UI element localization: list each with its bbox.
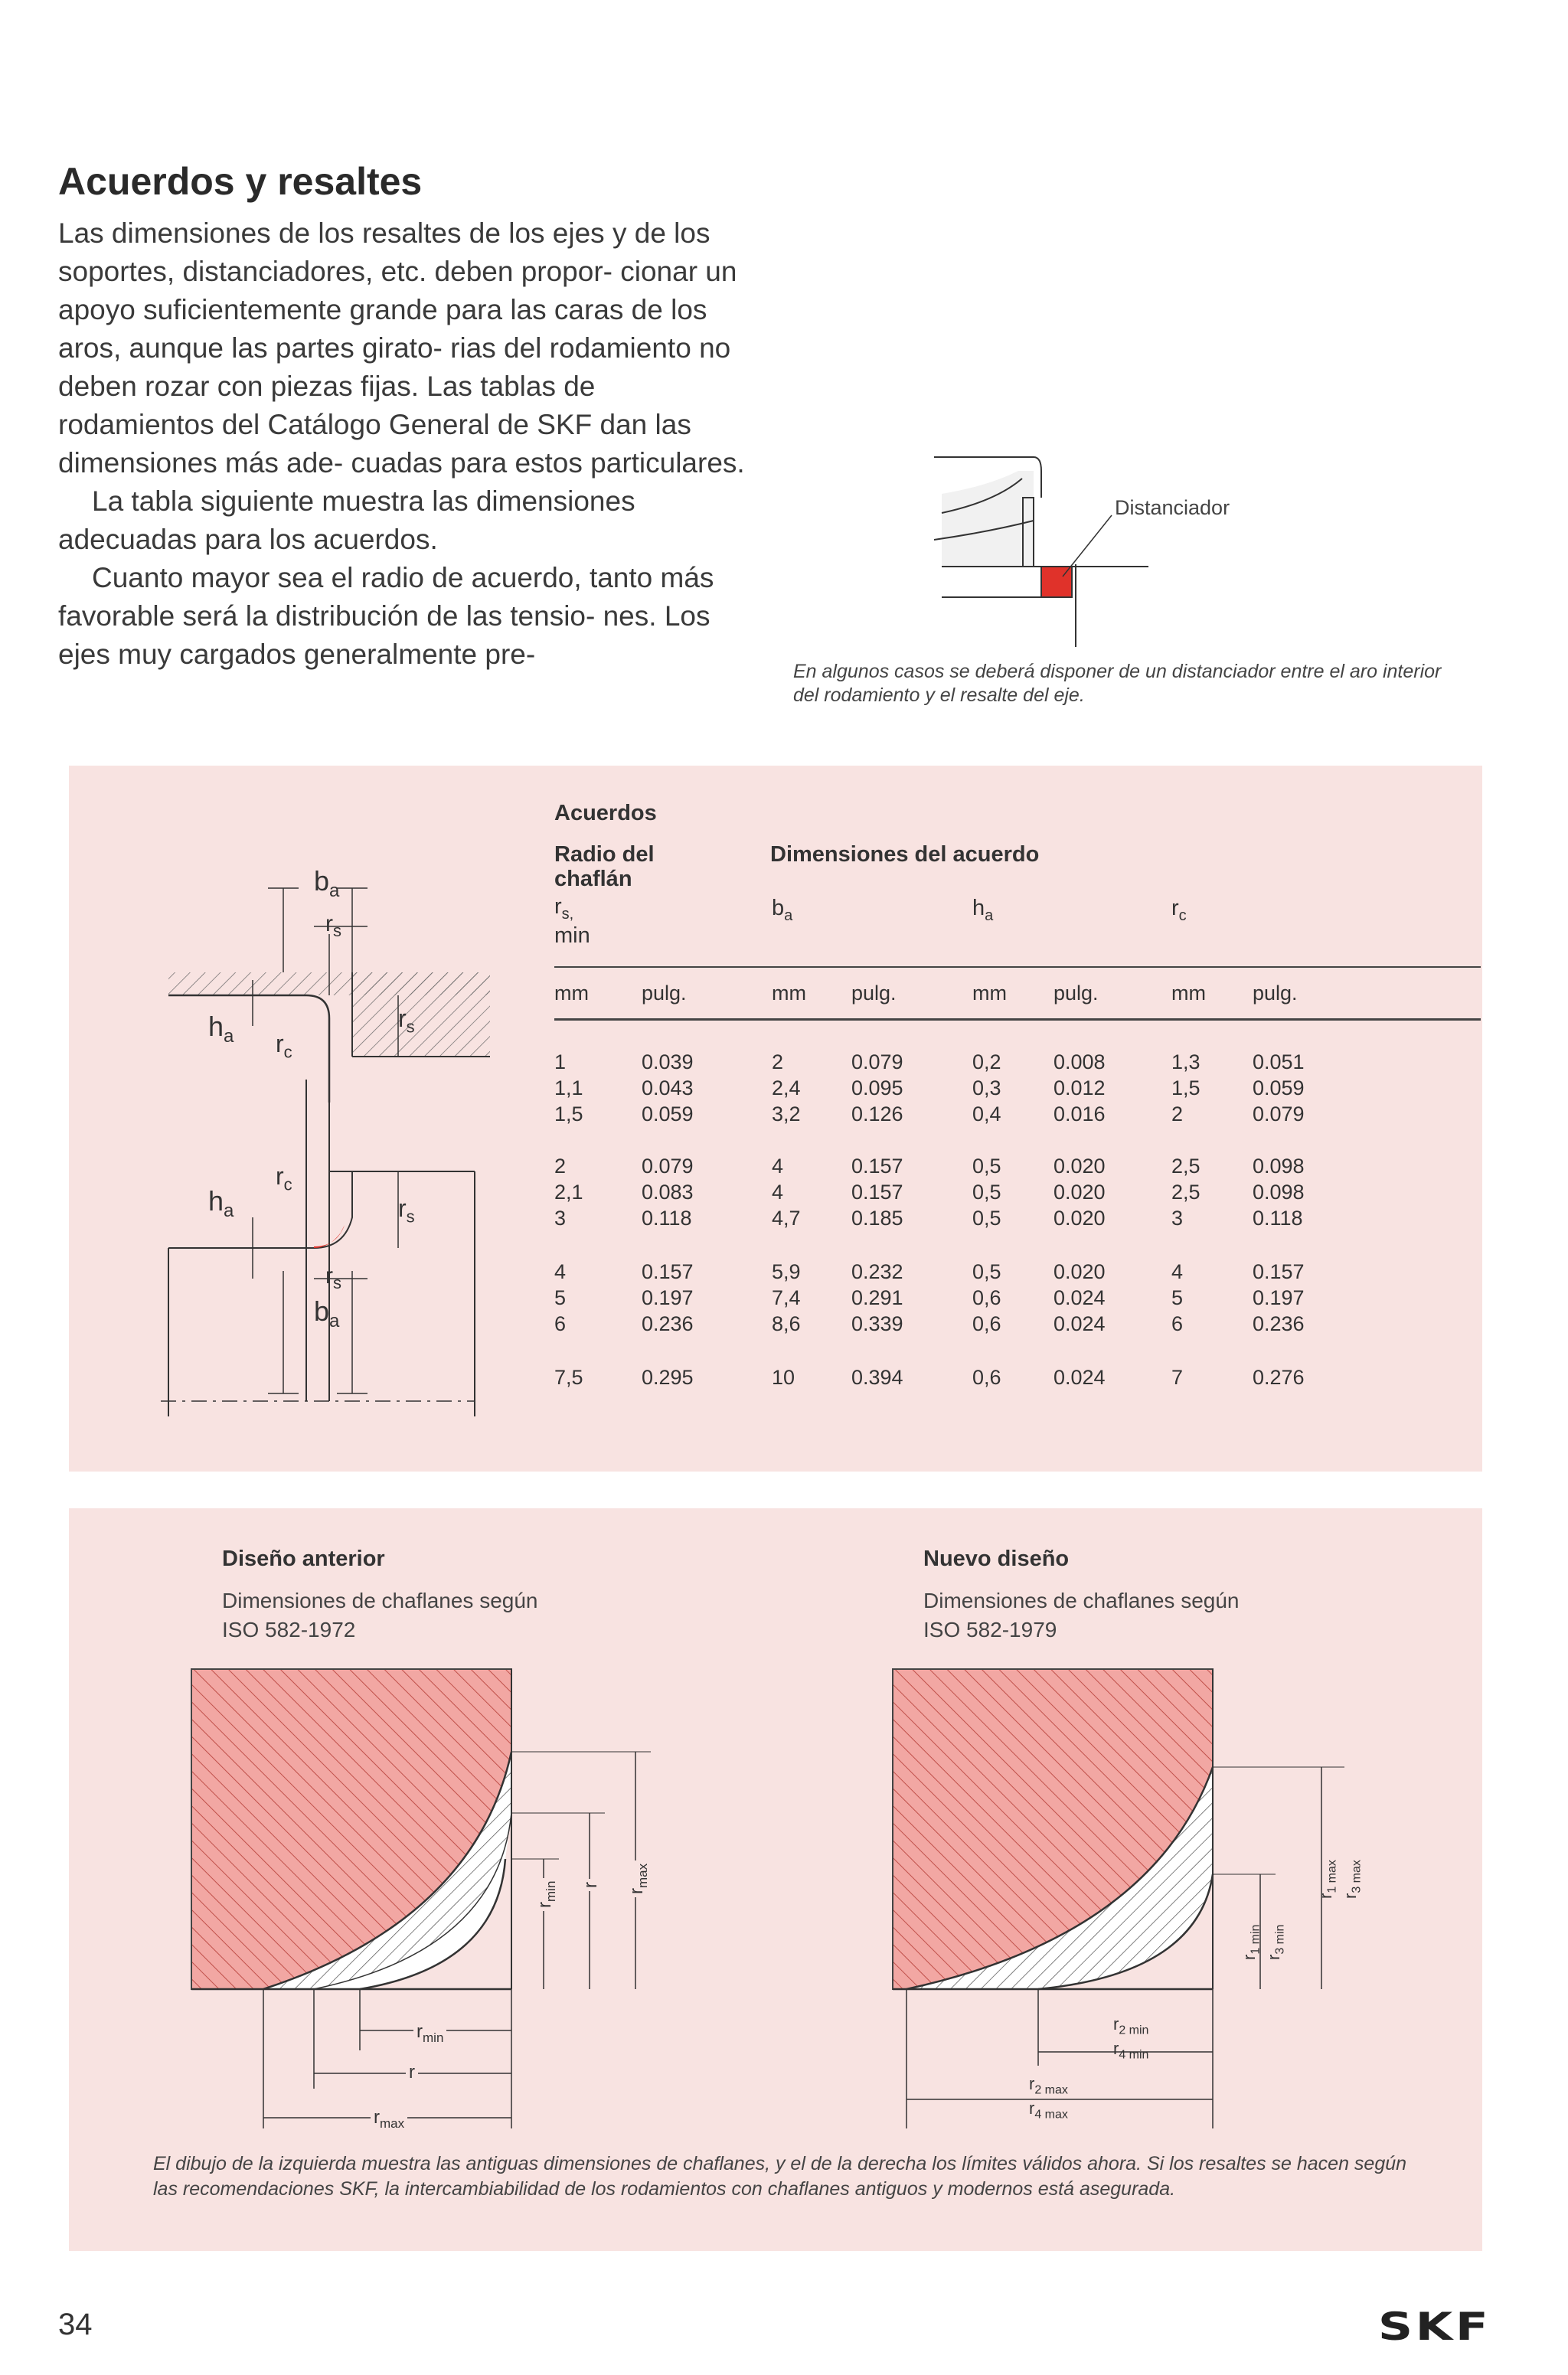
table-cell: 2,1: [554, 1181, 583, 1204]
r2max-label: $r_{2 max}$ $r_{4 max}$: [1029, 2074, 1068, 2122]
table-cell: 1,3: [1171, 1050, 1200, 1073]
table-cell: 0.020: [1054, 1260, 1106, 1283]
table-rule: [554, 966, 1481, 968]
spacer-label: Distanciador: [1115, 496, 1230, 519]
table-cell: 0.098: [1253, 1181, 1305, 1204]
table-cell: 4: [772, 1181, 784, 1204]
r1min-vlabel: $r_{1 min}$ $r_{3 min}$: [1240, 1924, 1287, 1960]
table-cell: 0.095: [851, 1076, 903, 1099]
table-cell: 2,4: [772, 1076, 801, 1099]
table-cell: 0.185: [851, 1207, 903, 1230]
sym-ha: $h_a$: [972, 896, 994, 924]
table-cell: 0.197: [642, 1286, 694, 1309]
table-cell: 0.024: [1054, 1366, 1106, 1389]
table-cell: 0.197: [1253, 1286, 1305, 1309]
table-cell: 3,2: [772, 1103, 801, 1125]
unit-header: mm: [1171, 982, 1206, 1005]
table-cell: 0,3: [972, 1076, 1001, 1099]
ba-label: $b_a$: [314, 1295, 340, 1332]
rs-label: $r_s$: [325, 911, 341, 940]
table-cell: 0,5: [972, 1207, 1001, 1230]
table-cell: 4,7: [772, 1207, 801, 1230]
r1max-vlabel: $r_{1 max}$ $r_{3 max}$: [1316, 1860, 1364, 1899]
table-cell: 5: [1171, 1286, 1184, 1309]
table-cell: 0.059: [1253, 1076, 1305, 1099]
table-cell: 2: [1171, 1103, 1184, 1125]
table-cell: 0.039: [642, 1050, 694, 1073]
table-cell: 0,5: [972, 1181, 1001, 1204]
table-cell: 8,6: [772, 1312, 801, 1335]
table-cell: 1,5: [554, 1103, 583, 1125]
unit-header: pulg.: [1054, 982, 1099, 1005]
chamfer-caption: El dibujo de la izquierda muestra las antiguas dimensiones de chaflanes, y el de la derecha los límites válidos ahora. Si los resaltes se hacen según las recomendaciones SKF, la intercambiabilidad de los rodamientos con chaflanes antiguos y modernos está asegurada.: [153, 2153, 1407, 2200]
ha-label: $h_a$: [208, 1011, 234, 1047]
table-cell: 0.157: [1253, 1260, 1305, 1283]
table-cell: 0.157: [642, 1260, 694, 1283]
table-cell: 5: [554, 1286, 567, 1309]
table-cell: 0.059: [642, 1103, 694, 1125]
rs-label: $r_s$: [325, 1263, 341, 1292]
table-cell: 5,9: [772, 1260, 801, 1283]
unit-header: pulg.: [851, 982, 897, 1005]
paragraph: Las dimensiones de los resaltes de los ejes y de los soportes, distanciadores, etc. deben propor- cionar un apoyo suficientemente grande para las caras de los aros, aunque las partes girato- rias del rodamiento no deben rozar con piezas fijas. Las tablas de rodamientos del Catálogo General de SKF dan las dimensiones más ade- cuadas para estos particulares.: [58, 217, 745, 479]
rmin-label: $r_{min}$: [413, 2021, 446, 2046]
unit-header: mm: [772, 982, 806, 1005]
table-cell: 0.079: [1253, 1103, 1305, 1125]
unit-header: mm: [972, 982, 1007, 1005]
table-cell: 0.020: [1054, 1207, 1106, 1230]
table-cell: 0.016: [1054, 1103, 1106, 1125]
table-cell: 0,2: [972, 1050, 1001, 1073]
old-design-title: Diseño anterior: [222, 1547, 385, 1571]
col-dims-header: Dimensiones del acuerdo: [770, 842, 1040, 867]
table-cell: 0,5: [972, 1155, 1001, 1178]
rs-label: $r_s$: [398, 1005, 415, 1037]
table-cell: 0,6: [972, 1312, 1001, 1335]
table-cell: 7,4: [772, 1286, 801, 1309]
table-cell: 0,5: [972, 1260, 1001, 1283]
spacer-figure: [919, 425, 1164, 655]
r-label: r: [406, 2062, 418, 2083]
table-cell: 0,6: [972, 1366, 1001, 1389]
table-cell: 0.295: [642, 1366, 694, 1389]
table-cell: 6: [1171, 1312, 1184, 1335]
table-cell: 0.118: [642, 1207, 692, 1230]
table-cell: 6: [554, 1312, 567, 1335]
table-cell: 0.024: [1054, 1286, 1106, 1309]
sym-ba: $b_a$: [772, 896, 793, 924]
table-cell: 0.008: [1054, 1050, 1106, 1073]
table-cell: 7,5: [554, 1366, 583, 1389]
table-cell: 0.276: [1253, 1366, 1305, 1389]
rc-label: $r_c$: [276, 1030, 292, 1062]
body-text: [58, 214, 747, 674]
table-cell: 0.079: [642, 1155, 694, 1178]
old-chamfer-diagram: [184, 1660, 689, 2135]
table-cell: 0.079: [851, 1050, 903, 1073]
table-cell: 4: [772, 1155, 784, 1178]
table-cell: 0.236: [642, 1312, 694, 1335]
table-cell: 1,1: [554, 1076, 583, 1099]
rmin-vlabel: $r_{min}$: [534, 1878, 559, 1911]
col-chamfer-header: Radio del chaflán: [554, 842, 655, 891]
table-cell: 0.232: [851, 1260, 903, 1283]
table-cell: 2,5: [1171, 1155, 1200, 1178]
table-cell: 0.157: [851, 1181, 903, 1204]
table-cell: 0.043: [642, 1076, 694, 1099]
table-cell: 0,4: [972, 1103, 1001, 1125]
table-cell: 0.291: [851, 1286, 903, 1309]
old-design-subtitle: Dimensiones de chaflanes según ISO 582-1972: [222, 1589, 538, 1642]
ha-label: $h_a$: [208, 1185, 234, 1222]
skf-logo: SKF: [1378, 2305, 1491, 2349]
rmax-vlabel: $r_{max}$: [626, 1860, 651, 1897]
new-design-title: Nuevo diseño: [923, 1547, 1070, 1571]
table-cell: 3: [1171, 1207, 1184, 1230]
table-cell: 0.118: [1253, 1207, 1303, 1230]
rmax-label: $r_{max}$: [371, 2107, 407, 2132]
table-cell: 0.126: [851, 1103, 903, 1125]
section-title: Acuerdos y resaltes: [58, 160, 423, 203]
table-cell: 0.024: [1054, 1312, 1106, 1335]
paragraph: Cuanto mayor sea el radio de acuerdo, tanto más favorable será la distribución de las tensio- nes. Los ejes muy cargados generalmente pre-: [58, 562, 714, 670]
table-cell: 0.051: [1253, 1050, 1305, 1073]
table-cell: 1: [554, 1050, 567, 1073]
r-vlabel: r: [580, 1879, 602, 1891]
table-title: Acuerdos: [554, 801, 657, 825]
table-cell: 0.394: [851, 1366, 903, 1389]
table-cell: 3: [554, 1207, 567, 1230]
paragraph: La tabla siguiente muestra las dimensiones adecuadas para los acuerdos.: [58, 485, 635, 555]
ba-label: $b_a$: [314, 865, 340, 902]
rc-label: $r_c$: [276, 1162, 292, 1194]
table-cell: 0.083: [642, 1181, 694, 1204]
unit-header: mm: [554, 982, 589, 1005]
table-cell: 0.020: [1054, 1181, 1106, 1204]
table-cell: 0.236: [1253, 1312, 1305, 1335]
table-cell: 4: [1171, 1260, 1184, 1283]
table-cell: 0.157: [851, 1155, 903, 1178]
sym-rs: $r_{s,}$ min: [554, 894, 590, 948]
r2min-label: $r_{2 min}$ $r_{4 min}$: [1113, 2014, 1149, 2062]
table-cell: 2: [772, 1050, 784, 1073]
table-cell: 2,5: [1171, 1181, 1200, 1204]
table-rule: [554, 1018, 1481, 1021]
unit-header: pulg.: [642, 982, 687, 1005]
rs-label: $r_s$: [398, 1194, 415, 1227]
table-cell: 4: [554, 1260, 567, 1283]
table-cell: 0.339: [851, 1312, 903, 1335]
table-cell: 0.098: [1253, 1155, 1305, 1178]
table-cell: 0,6: [972, 1286, 1001, 1309]
unit-header: pulg.: [1253, 982, 1298, 1005]
new-design-subtitle: Dimensiones de chaflanes según ISO 582-1979: [923, 1589, 1240, 1642]
sym-rc: $r_c$: [1171, 896, 1187, 924]
table-cell: 2: [554, 1155, 567, 1178]
table-cell: 7: [1171, 1366, 1184, 1389]
table-cell: 0.020: [1054, 1155, 1106, 1178]
table-cell: 0.012: [1054, 1076, 1106, 1099]
table-cell: 10: [772, 1366, 795, 1389]
page-number: 34: [58, 2308, 93, 2341]
spacer-caption: En algunos casos se deberá disponer de un distanciador entre el aro interior del rodamiento y el resalte del eje.: [793, 661, 1442, 706]
table-cell: 1,5: [1171, 1076, 1200, 1099]
